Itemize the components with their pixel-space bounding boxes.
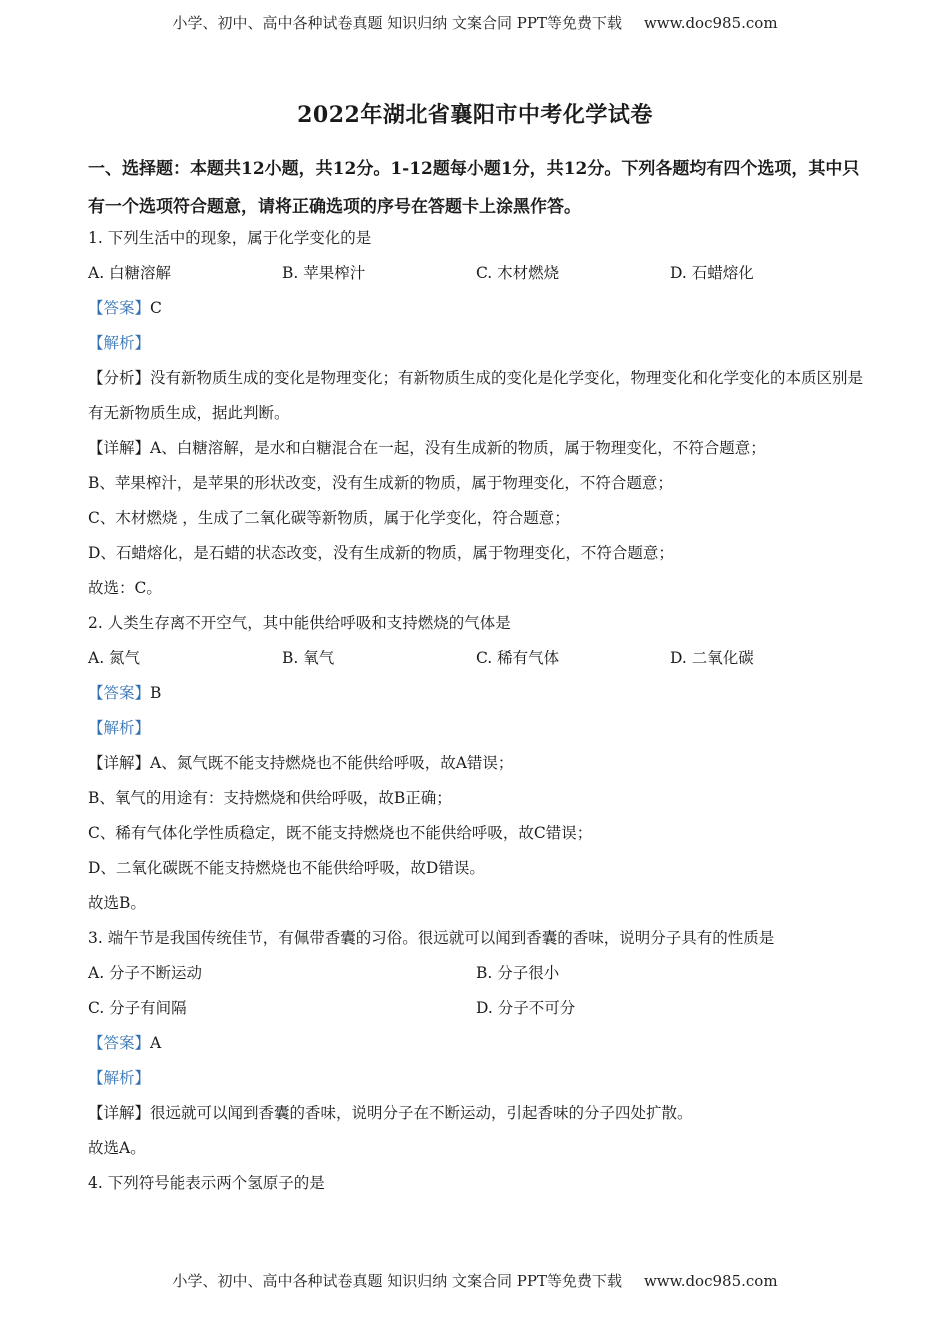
q1-option-b: B. 苹果榨汁 [282,264,366,282]
q2-answer-value: B [150,684,162,702]
q2-detail-2: B、氧气的用途有：支持燃烧和供给呼吸，故B正确； [88,789,452,807]
q1-fenxi-text: 没有新物质生成的变化是物理变化；有新物质生成的变化是化学变化，物理变化和化学变化的本质区别是有无新物质生成，据此判断。 [88,369,864,422]
q3-option-a: A. 分子不断运动 [88,964,203,982]
q1-detail-3: C、木材燃烧 ，生成了二氧化碳等新物质，属于化学变化，符合题意； [88,509,570,527]
q1-option-c: C. 木材燃烧 [476,264,560,282]
q1-answer [88,291,868,326]
q3-options-row-2 [88,991,868,1026]
q3-detail-1 [88,1096,868,1131]
q1-option-a: A. 白糖溶解 [88,264,172,282]
q2-answer [88,676,868,711]
q3-conclusion: 故选A。 [88,1139,146,1157]
detail-label: 【详解】 [88,439,151,457]
fenxi-label: 【分析】 [88,369,151,387]
section-heading: 一、选择题：本题共12小题，共12分。1-12题每小题1分，共12分。下列各题均有四个选项，其中只有一个选项符合题意，请将正确选项的序号在答题卡上涂黑作答。 [88,159,860,217]
q1-detail-text: A、白糖溶解，是水和白糖混合在一起，没有生成新的物质，属于物理变化，不符合题意； [150,439,766,457]
q2-conclusion: 故选B。 [88,894,146,912]
footer-text: 小学、初中、高中各种试卷真题 知识归纳 文案合同 PPT等免费下载 [172,1272,622,1290]
q3-stem: 3. 端午节是我国传统佳节，有佩带香囊的习俗。很远就可以闻到香囊的香味，说明分子具有的性质是 [88,929,775,947]
q1-answer-value: C [150,299,162,317]
q1-conclusion: 故选：C。 [88,579,162,597]
answer-label: 【答案】 [88,684,151,702]
footer-site: www.doc985.com [643,1272,778,1290]
answer-label: 【答案】 [88,1034,151,1052]
q3-option-b: B. 分子很小 [476,964,560,982]
q3-analysis [88,1061,868,1096]
q2-option-d: D. 二氧化碳 [670,649,754,667]
q2-stem: 2. 人类生存离不开空气，其中能供给呼吸和支持燃烧的气体是 [88,614,511,632]
answer-label: 【答案】 [88,299,151,317]
q2-detail-4: D、二氧化碳既不能支持燃烧也不能供给呼吸，故D错误。 [88,859,485,877]
page-title: 2022年湖北省襄阳市中考化学试卷 [297,102,653,128]
q4-stem: 4. 下列符号能表示两个氢原子的是 [88,1174,325,1192]
q2-option-b: B. 氧气 [282,649,335,667]
q3-answer [88,1026,868,1061]
analysis-label: 【解析】 [88,719,151,737]
q3-option-c: C. 分子有间隔 [88,999,187,1017]
q2-analysis [88,711,868,746]
analysis-label: 【解析】 [88,334,151,352]
q3-options-row-1 [88,956,868,991]
q1-analysis [88,326,868,361]
q1-option-d: D. 石蜡熔化 [670,264,754,282]
q1-detail-4: D、石蜡熔化，是石蜡的状态改变，没有生成新的物质，属于物理变化，不符合题意； [88,544,674,562]
q1-detail-2: B、苹果榨汁，是苹果的形状改变，没有生成新的物质，属于物理变化，不符合题意； [88,474,673,492]
q1-stem: 1. 下列生活中的现象，属于化学变化的是 [88,229,372,247]
q1-fenxi [88,361,868,431]
header-text: 小学、初中、高中各种试卷真题 知识归纳 文案合同 PPT等免费下载 [172,14,622,32]
q2-detail-1 [88,746,868,781]
q1-detail-1 [88,431,868,466]
q2-option-c: C. 稀有气体 [476,649,560,667]
detail-label: 【详解】 [88,754,151,772]
detail-label: 【详解】 [88,1104,151,1122]
q3-detail-text: 很远就可以闻到香囊的香味，说明分子在不断运动，引起香味的分子四处扩散。 [150,1104,693,1122]
q2-options [88,641,868,676]
page-footer [0,1270,950,1291]
questions [88,221,868,1201]
q2-detail-text: A、氮气既不能支持燃烧也不能供给呼吸，故A错误； [150,754,514,772]
q3-answer-value: A [150,1034,162,1052]
header-site: www.doc985.com [643,14,778,32]
q3-option-d: D. 分子不可分 [476,999,576,1017]
q1-options [88,256,868,291]
page-header [0,12,950,33]
q2-detail-3: C、稀有气体化学性质稳定，既不能支持燃烧也不能供给呼吸，故C错误； [88,824,593,842]
analysis-label: 【解析】 [88,1069,151,1087]
q2-option-a: A. 氮气 [88,649,141,667]
